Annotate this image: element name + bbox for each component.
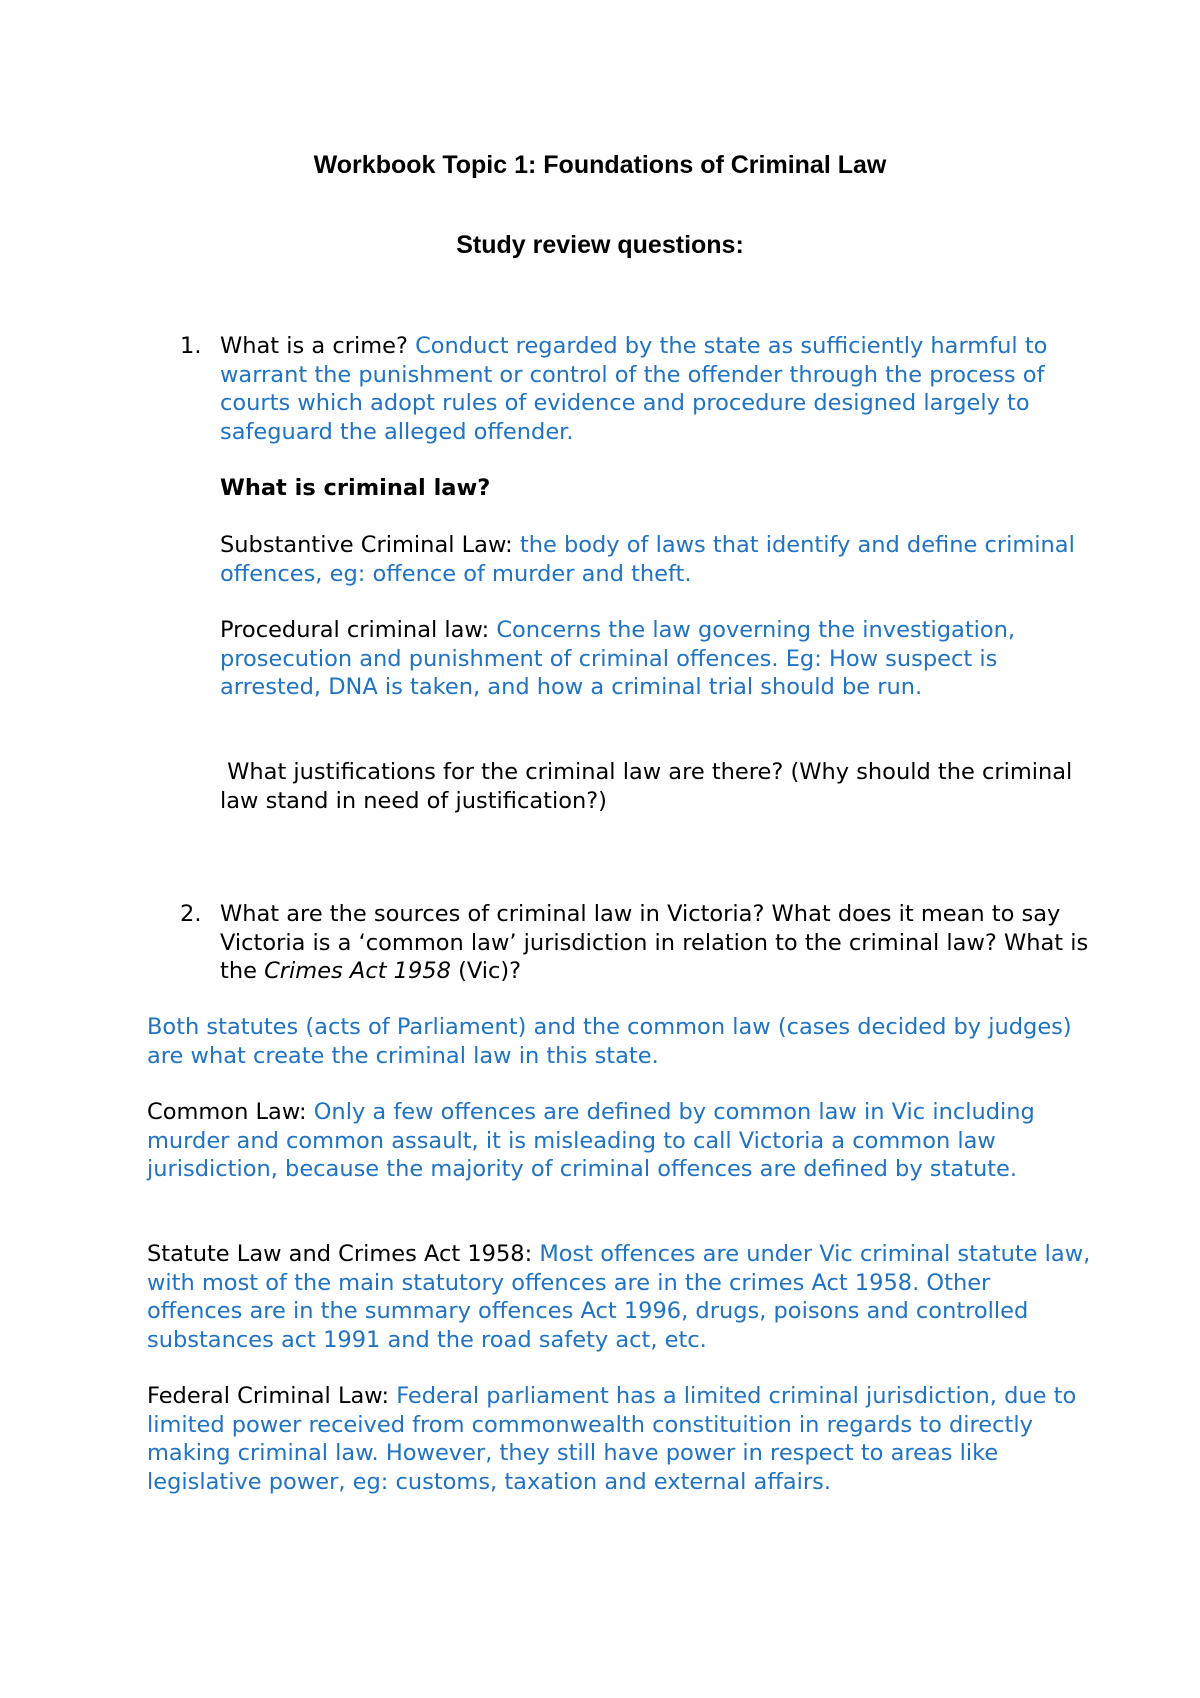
common-label: Common Law: — [147, 1099, 314, 1125]
federal-law-paragraph — [147, 1382, 1092, 1496]
q2-number: 2. — [180, 901, 202, 927]
statute-law-paragraph — [147, 1240, 1092, 1354]
substantive-text: the body of laws that identify and define criminal offences, eg: offence of murder and theft. — [220, 532, 1075, 587]
substantive-label: Substantive Criminal Law: — [220, 532, 520, 558]
common-text: Only a few offences are defined by common law in Vic including murder and common assault, it is misleading to call Victoria a common law jurisdiction, because the majority of criminal offences are defined by statute. — [147, 1099, 1035, 1182]
q1-paragraph — [220, 332, 1090, 446]
statute-text: Most offences are under Vic criminal statute law, with most of the main statutory offences are in the crimes Act 1958. Other offences are in the summary offences Act 1996, drugs, poisons and controlled substances act 1991 and the road safety act, etc. — [147, 1241, 1091, 1353]
q2-question — [220, 900, 1090, 986]
procedural-label: Procedural criminal law: — [220, 617, 497, 643]
q2-question-part1: What are the sources of criminal law in Victoria? What does it mean to say Victoria is a ‘common law’ jurisdiction in relation to the criminal law? What is the — [220, 901, 1089, 984]
q1-number: 1. — [180, 333, 202, 359]
q1-subheading: What is criminal law? — [220, 475, 491, 501]
substantive-paragraph — [220, 531, 1090, 588]
procedural-text: Concerns the law governing the investigation, prosecution and punishment of criminal offences. Eg: How suspect is arrested, DNA is taken, and how a criminal trial should be run. — [220, 617, 1016, 700]
federal-text: Federal parliament has a limited criminal jurisdiction, due to limited power received from commonwealth constituition in regards to directly making criminal law. However, they still have power in respect to areas like legislative power, eg: customs, taxation and external affairs. — [147, 1383, 1077, 1495]
q1-answer: Conduct regarded by the state as sufficiently harmful to warrant the punishment or control of the offender through the process of courts which adopt rules of evidence and procedure designed largely to safeguard the alleged offender. — [220, 333, 1048, 445]
q2-question-italic: Crimes Act 1958 — [264, 958, 451, 984]
procedural-paragraph — [220, 616, 1090, 702]
q2-question-part2: (Vic)? — [450, 958, 522, 984]
statute-label: Statute Law and Crimes Act 1958: — [147, 1241, 540, 1267]
q1-question: What is a crime? — [220, 333, 416, 359]
document-subtitle: Study review questions: — [456, 231, 744, 259]
q2-answer-intro: Both statutes (acts of Parliament) and the common law (cases decided by judges) are what create the criminal law in this state. — [147, 1014, 1072, 1069]
common-law-paragraph — [147, 1098, 1092, 1184]
justification-question: What justifications for the criminal law are there? (Why should the criminal law stand in need of justification?) — [220, 759, 1080, 814]
federal-label: Federal Criminal Law: — [147, 1383, 397, 1409]
document-title: Workbook Topic 1: Foundations of Criminal Law — [313, 151, 887, 179]
